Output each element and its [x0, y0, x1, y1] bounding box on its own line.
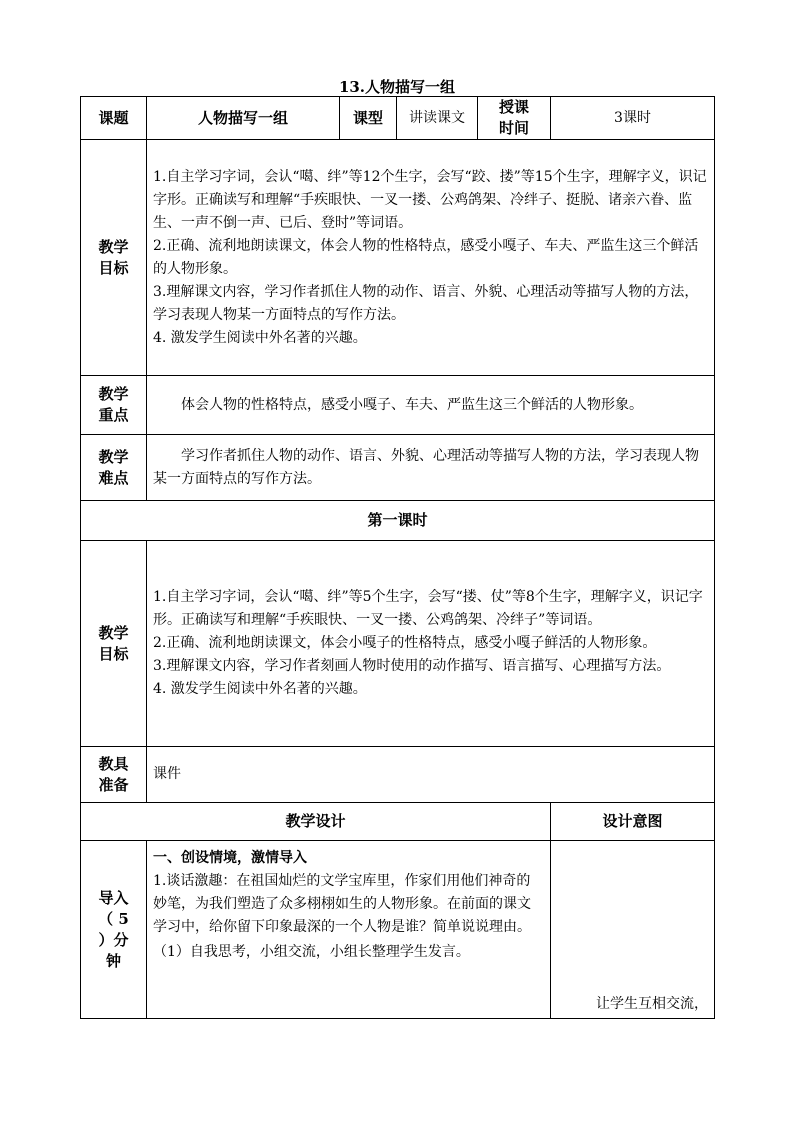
key-text: 体会人物的性格特点，感受小嘎子、车夫、严监生这三个鲜活的人物形象。	[147, 376, 715, 435]
topic-value: 人物描写一组	[147, 97, 340, 140]
unit-goal-item: 1.自主学习字词，会认“噶、绊”等12个生字，会写“跤、搂”等15个生字，理解字义，识记字形。正确读写和理解“手疾眼快、一叉一搂、公鸡鸽架、冷绊子、挺脱、诸亲六眷、监生、一声不倒一声、已后、登时”等词语。	[153, 168, 707, 231]
lesson1-goals-label: 教学目标	[81, 541, 147, 747]
type-label: 课型	[340, 97, 397, 140]
design-heading-row	[81, 803, 715, 841]
unit-goal-item: 4. 激发学生阅读中外名著的兴趣。	[153, 329, 367, 346]
lesson1-goal-item: 1.自主学习字词，会认“噶、绊”等5个生字，会写“搂、仗”等8个生字，理解字义，识记字形。正确读写和理解“手疾眼快、一叉一搂、公鸡鸽架、冷绊子”等词语。	[153, 589, 703, 628]
materials-label: 教具准备	[81, 747, 147, 803]
unit-goals-label: 教学目标	[81, 140, 147, 376]
hours-label: 授课时间	[478, 97, 551, 140]
lesson1-goals-row	[81, 541, 715, 747]
design-heading: 教学设计	[81, 803, 551, 841]
hours-value: 3课时	[551, 97, 715, 140]
type-value: 讲读课文	[397, 97, 478, 140]
intro-section-title: 一、创设情境，激情导入	[153, 850, 307, 866]
lesson1-heading-row	[81, 501, 715, 541]
lesson1-goal-item: 2.正确、流利地朗读课文，体会小嘎子的性格特点，感受小嘎子鲜活的人物形象。	[153, 635, 657, 651]
difficulty-label: 教学难点	[81, 435, 147, 501]
intent-heading: 设计意图	[551, 803, 715, 841]
difficulty-text: 学习作者抓住人物的动作、语言、外貌、心理活动等描写人物的方法，学习表现人物某一方面特点的写作方法。	[147, 435, 715, 501]
key-row	[81, 376, 715, 435]
unit-goals-cell	[147, 140, 715, 376]
document-title: 13.人物描写一组	[338, 78, 456, 96]
lesson-plan-table	[80, 96, 715, 1019]
intro-paragraph: 1.谈话激趣：在祖国灿烂的文学宝库里，作家们用他们神奇的妙笔，为我们塑造了众多栩栩如生的人物形象。在前面的课文学习中，给你留下印象最深的一个人物是谁？简单说说理由。	[153, 873, 531, 935]
intro-paragraph: （1）自我思考，小组交流，小组长整理学生发言。	[153, 944, 470, 960]
unit-goal-item: 3.理解课文内容，学习作者抓住人物的动作、语言、外貌、心理活动等描写人物的方法，学习表现人物某一方面特点的写作方法。	[153, 283, 699, 323]
difficulty-row	[81, 435, 715, 501]
topic-label: 课题	[81, 97, 147, 140]
unit-goals-row	[81, 140, 715, 376]
intro-row	[81, 841, 715, 1019]
lesson1-goals-cell	[147, 541, 715, 747]
materials-row	[81, 747, 715, 803]
key-label: 教学重点	[81, 376, 147, 435]
intro-label: 导入（ 5 ）分钟	[81, 841, 147, 1019]
intent-text: 让学生互相交流，	[551, 841, 715, 1019]
header-row	[81, 97, 715, 140]
unit-goal-item: 2.正确、流利地朗读课文，体会人物的性格特点，感受小嘎子、车夫、严监生这三个鲜活的人物形象。	[153, 237, 699, 277]
lesson1-goal-item: 4. 激发学生阅读中外名著的兴趣。	[153, 681, 367, 697]
intro-content	[147, 841, 551, 1019]
lesson1-heading: 第一课时	[81, 501, 715, 541]
materials-value: 课件	[147, 747, 715, 803]
lesson1-goal-item: 3.理解课文内容，学习作者刻画人物时使用的动作描写、语言描写、心理描写方法。	[153, 658, 671, 674]
